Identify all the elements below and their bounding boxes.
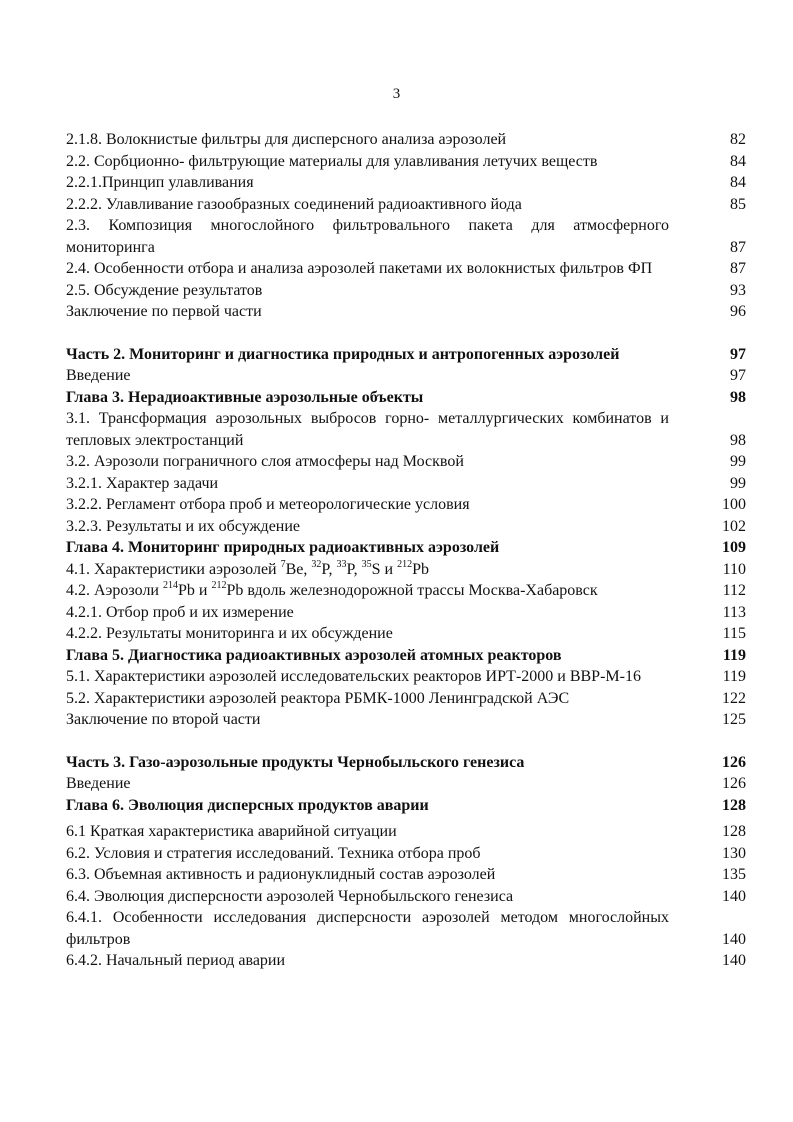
toc-entry-page: 128: [722, 823, 746, 840]
toc-entry-page: 98: [730, 431, 746, 449]
toc-entry-page: 84: [730, 174, 746, 191]
toc-entry-title: 3.1. Трансформация аэрозольных выбросов горно- металлургических комбинатов и тепловых электростанций: [66, 410, 669, 449]
toc-entry-page: 122: [722, 689, 746, 707]
toc-entry-title: Глава 6. Эволюция дисперсных продуктов аварии: [66, 796, 429, 814]
title-text: 4.2. Аэрозоли: [66, 582, 163, 599]
toc-entry-page: 119: [722, 646, 746, 664]
toc-entry-title: Часть 2. Мониторинг и диагностика природных и антропогенных аэрозолей: [66, 345, 620, 363]
toc-entry-page: 110: [722, 560, 746, 578]
toc-entry-title: Глава 3. Нерадиоактивные аэрозольные объекты: [66, 388, 424, 406]
toc-entry-title: Глава 5. Диагностика радиоактивных аэрозолей атомных реакторов: [66, 646, 562, 664]
toc-entry-title: 2.2.2. Улавливание газообразных соединений радиоактивного йода: [66, 195, 522, 213]
toc-entry-page: 102: [722, 517, 746, 535]
element-symbol: Pb: [412, 560, 430, 578]
element-symbol: P,: [321, 560, 337, 578]
section-spacer: [66, 731, 746, 752]
toc-entry: [66, 194, 746, 216]
toc-entry-title: [66, 559, 669, 581]
isotope-mass: 214: [162, 580, 178, 591]
toc-part-heading: [66, 344, 746, 366]
toc-entry: [66, 907, 746, 950]
toc-entry-page: 126: [722, 775, 746, 792]
toc-entry: [66, 301, 746, 323]
toc-entry-page: 126: [722, 753, 746, 771]
toc-entry-page: 82: [730, 131, 746, 148]
toc-entry-page: 113: [722, 603, 746, 621]
toc-entry-title: Часть 3. Газо-аэрозольные продукты Чернобыльского генезиса: [66, 753, 525, 771]
section-spacer: [66, 323, 746, 344]
title-text: 4.1. Характеристики аэрозолей: [66, 560, 281, 578]
toc-entry: [66, 451, 746, 473]
toc-entry-title: 2.3. Композиция многослойного фильтровального пакета для атмосферного мониторинга: [66, 217, 669, 256]
toc-entry-page: 100: [722, 496, 746, 513]
toc-entry-page: 112: [722, 582, 746, 599]
toc-entry: [66, 473, 746, 495]
toc-entry: [66, 559, 746, 581]
toc-entry-page: 135: [722, 866, 746, 883]
toc-entry: [66, 365, 746, 387]
toc-entry-title: Введение: [66, 367, 131, 384]
toc-entry: [66, 516, 746, 538]
toc-entry-title: 3.2.3. Результаты и их обсуждение: [66, 517, 301, 535]
toc-entry: [66, 280, 746, 302]
toc-entry-page: 140: [722, 952, 746, 969]
toc-entry-title: 4.2.2. Результаты мониторинга и их обсуждение: [66, 625, 393, 642]
toc-chapter-heading: [66, 645, 746, 667]
toc-entry-page: 140: [722, 887, 746, 905]
toc-entry: [66, 129, 746, 151]
toc-entry-title: 5.2. Характеристики аэрозолей реактора РБМК-1000 Ленинградской АЭС: [66, 689, 570, 707]
toc-entry-page: 119: [722, 668, 746, 685]
isotope-mass: 32: [311, 558, 322, 570]
toc-entry-title: 2.2.1.Принцип улавливания: [66, 174, 254, 191]
toc-chapter-heading: [66, 537, 746, 559]
toc-entry-page: 98: [730, 388, 746, 406]
toc-entry-title: 3.2.1. Характер задачи: [66, 474, 219, 492]
toc-entry: [66, 950, 746, 972]
toc-entry-page: 97: [730, 367, 746, 384]
toc-entry-title: 6.1 Краткая характеристика аварийной ситуации: [66, 823, 397, 840]
toc-entry-title: 6.4.1. Особенности исследования дисперсности аэрозолей методом многослойных фильтров: [66, 909, 669, 948]
toc-entry: [66, 709, 746, 731]
toc-entry: [66, 666, 746, 688]
toc-entry-title: 2.4. Особенности отбора и анализа аэрозолей пакетами их волокнистых фильтров ФП: [66, 260, 653, 277]
toc-chapter-heading: [66, 387, 746, 409]
toc-chapter-heading: [66, 795, 746, 817]
toc-entry-title: 6.2. Условия и стратегия исследований. Техника отбора проб: [66, 844, 481, 862]
toc-entry-page: 84: [730, 152, 746, 170]
toc-entry: [66, 580, 746, 602]
toc-entry-page: 115: [722, 625, 746, 642]
toc-entry-title: 6.4.2. Начальный период аварии: [66, 952, 286, 969]
isotope-mass: 212: [211, 580, 227, 591]
toc-entry-page: 97: [730, 345, 746, 363]
toc-entry-title: [66, 580, 669, 602]
toc-entry-title: Заключение по первой части: [66, 303, 262, 320]
toc-entry: [66, 151, 746, 173]
page-number: 3: [392, 86, 401, 102]
toc-entry-title: 2.5. Обсуждение результатов: [66, 281, 263, 299]
isotope-mass: 35: [361, 558, 372, 570]
toc-entry: [66, 864, 746, 886]
element-symbol: Pb и: [177, 582, 212, 599]
toc-entry-page: 130: [722, 844, 746, 862]
toc-entry: [66, 494, 746, 516]
toc-entry: [66, 623, 746, 645]
isotope-mass: 7: [280, 558, 286, 570]
toc-entry: [66, 408, 746, 451]
toc-entry-page: 128: [722, 796, 746, 814]
toc-entry-page: 125: [722, 711, 746, 728]
isotope-mass: 33: [336, 558, 347, 570]
toc-entry-title: 2.2. Сорбционно- фильтрующие материалы для улавливания летучих веществ: [66, 152, 598, 170]
element-symbol: P,: [346, 560, 362, 578]
toc-entry: [66, 688, 746, 710]
toc-entry-page: 93: [730, 281, 746, 299]
toc-entry-title: Заключение по второй части: [66, 711, 261, 728]
toc-entry-page: 96: [730, 303, 746, 320]
toc-entry-title: 2.1.8. Волокнистые фильтры для дисперсного анализа аэрозолей: [66, 131, 507, 148]
toc-entry: [66, 821, 746, 843]
toc-part-heading: [66, 752, 746, 774]
element-symbol: Be,: [285, 560, 312, 578]
toc-entry-title: 6.4. Эволюция дисперсности аэрозолей Чернобыльского генезиса: [66, 887, 514, 905]
toc-entry-title: 3.2. Аэрозоли пограничного слоя атмосферы над Москвой: [66, 453, 464, 470]
toc-entry: [66, 215, 746, 258]
toc-entry-title: 5.1. Характеристики аэрозолей исследовательских реакторов ИРТ-2000 и ВВР-М-16: [66, 668, 641, 685]
toc-entry: [66, 773, 746, 795]
table-of-contents: [66, 129, 746, 972]
toc-entry-page: 140: [722, 930, 746, 948]
toc-entry-page: 99: [730, 474, 746, 492]
isotope-mass: 212: [397, 558, 413, 570]
toc-entry-page: 99: [730, 453, 746, 470]
toc-entry: [66, 602, 746, 624]
toc-entry-page: 87: [730, 238, 746, 256]
toc-entry-title: 4.2.1. Отбор проб и их измерение: [66, 603, 294, 621]
toc-entry-title: 6.3. Объемная активность и радионуклидный состав аэрозолей: [66, 866, 496, 883]
toc-entry-title: Глава 4. Мониторинг природных радиоактивных аэрозолей: [66, 539, 500, 556]
toc-entry-page: 85: [730, 195, 746, 213]
toc-entry: [66, 843, 746, 865]
toc-entry-page: 87: [730, 260, 746, 277]
toc-entry-title: Введение: [66, 775, 131, 792]
toc-entry: [66, 886, 746, 908]
toc-entry-title: 3.2.2. Регламент отбора проб и метеорологические условия: [66, 496, 470, 513]
toc-entry: [66, 258, 746, 280]
toc-entry: [66, 172, 746, 194]
element-symbol: S и: [371, 560, 398, 578]
toc-entry-page: 109: [722, 539, 746, 556]
title-text: Pb вдоль железнодорожной трассы Москва-Хабаровск: [226, 582, 598, 599]
